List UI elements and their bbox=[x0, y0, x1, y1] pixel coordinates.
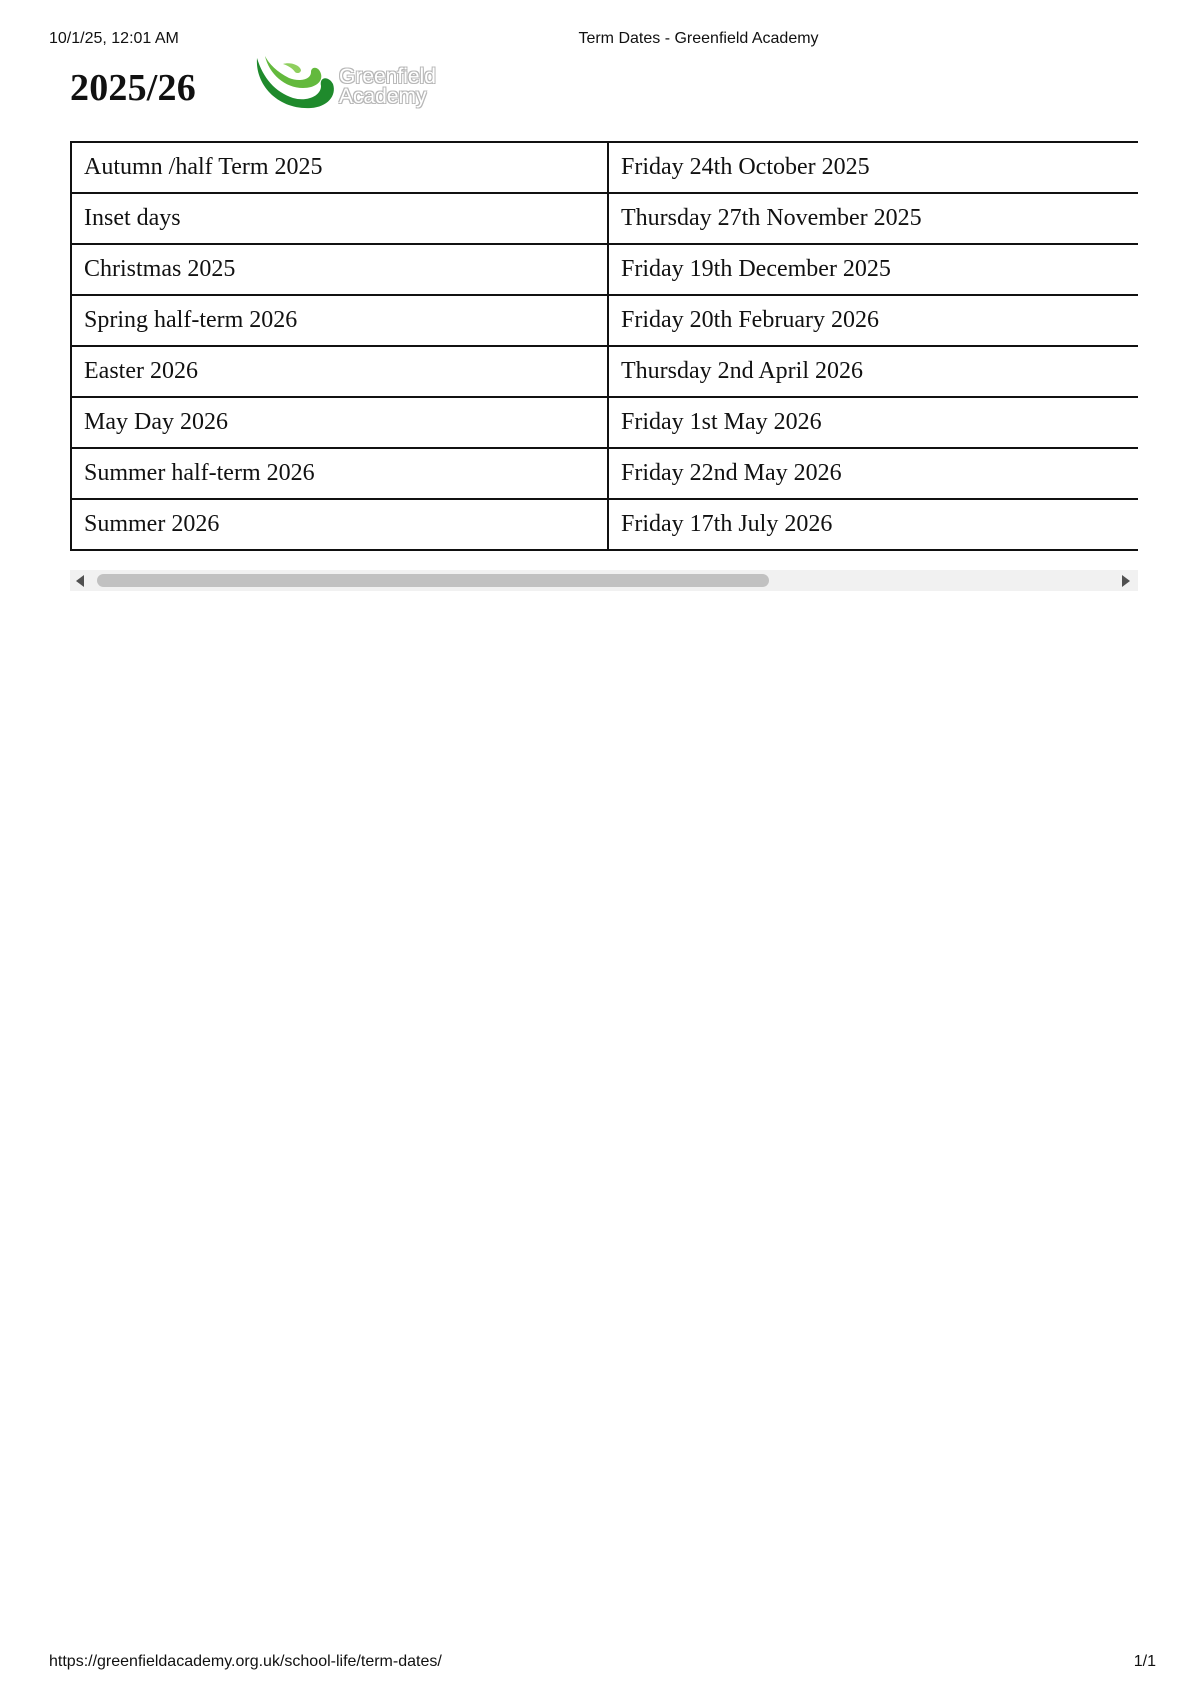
term-cell: Christmas 2025 bbox=[71, 244, 608, 295]
table-row bbox=[71, 499, 1138, 550]
logo-line2: Academy bbox=[339, 85, 427, 108]
table-row bbox=[71, 142, 1138, 193]
term-dates-table-container[interactable] bbox=[70, 141, 1138, 591]
date-cell: Friday 20th February 2026 bbox=[608, 295, 1138, 346]
date-cell: Friday 17th July 2026 bbox=[608, 499, 1138, 550]
date-cell: Thursday 27th November 2025 bbox=[608, 193, 1138, 244]
table-row bbox=[71, 397, 1138, 448]
horizontal-scrollbar[interactable] bbox=[70, 570, 1138, 591]
print-footer bbox=[0, 1653, 1200, 1675]
table-row bbox=[71, 448, 1138, 499]
logo-line1: Greenfield bbox=[339, 65, 436, 88]
logo-wordmark bbox=[339, 67, 436, 107]
term-cell: May Day 2026 bbox=[71, 397, 608, 448]
table-row bbox=[71, 193, 1138, 244]
print-page-title: Term Dates - Greenfield Academy bbox=[578, 30, 819, 47]
table-row bbox=[71, 346, 1138, 397]
table-row bbox=[71, 295, 1138, 346]
swirl-logo-icon bbox=[255, 52, 339, 114]
term-cell: Spring half-term 2026 bbox=[71, 295, 608, 346]
scrollbar-thumb[interactable] bbox=[97, 574, 769, 587]
page-title: 2025/26 bbox=[70, 67, 196, 109]
term-dates-table bbox=[70, 141, 1138, 551]
term-cell: Summer half-term 2026 bbox=[71, 448, 608, 499]
term-cell: Autumn /half Term 2025 bbox=[71, 142, 608, 193]
print-header bbox=[0, 30, 1200, 52]
scroll-right-arrow-icon[interactable] bbox=[1122, 575, 1130, 587]
date-cell: Friday 1st May 2026 bbox=[608, 397, 1138, 448]
term-cell: Easter 2026 bbox=[71, 346, 608, 397]
date-cell: Friday 24th October 2025 bbox=[608, 142, 1138, 193]
date-cell: Friday 19th December 2025 bbox=[608, 244, 1138, 295]
scroll-left-arrow-icon[interactable] bbox=[76, 575, 84, 587]
term-cell: Summer 2026 bbox=[71, 499, 608, 550]
date-cell: Friday 22nd May 2026 bbox=[608, 448, 1138, 499]
table-row bbox=[71, 244, 1138, 295]
date-cell: Thursday 2nd April 2026 bbox=[608, 346, 1138, 397]
print-datetime: 10/1/25, 12:01 AM bbox=[49, 30, 179, 47]
term-cell: Inset days bbox=[71, 193, 608, 244]
print-url: https://greenfieldacademy.org.uk/school-life/term-dates/ bbox=[49, 1653, 442, 1670]
print-page-count: 1/1 bbox=[1133, 1653, 1156, 1670]
greenfield-logo bbox=[255, 52, 445, 114]
